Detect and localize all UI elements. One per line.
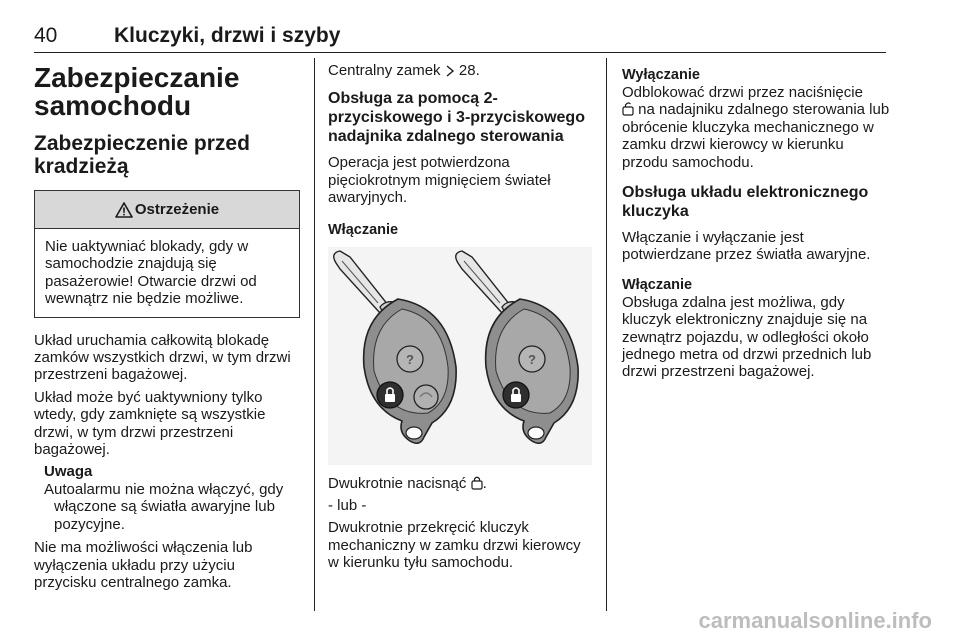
or-separator: - lub - — [328, 497, 367, 515]
paragraph: Operacja jest potwierdzona pięciokrotnym mignięciem świateł awaryjnych. — [328, 154, 551, 207]
note-line: Autoalarmu nie można włączyć, gdy — [44, 480, 284, 498]
crossref-page: 28. — [458, 62, 480, 79]
subheading: Włączanie — [622, 276, 693, 293]
remote-keys-illustration — [328, 247, 592, 465]
section-heading: Obsługa układu elektronicznego kluczyka — [622, 184, 869, 221]
instruction-text: Dwukrotnie nacisnąć — [328, 474, 467, 492]
paragraph-text: Odblokować drzwi przez naciśnięcie — [622, 84, 863, 101]
instruction-suffix: . — [482, 474, 487, 492]
svg-text:?: ? — [406, 351, 414, 367]
unlock-button-icon — [622, 101, 634, 116]
column-divider-2 — [606, 58, 607, 611]
subheading: Włączanie — [328, 221, 399, 238]
key-fob-left — [334, 251, 456, 443]
page-reference-arrow-icon — [445, 65, 455, 77]
key-fob-right — [456, 251, 578, 443]
paragraph: Układ może być uaktywniony tylko wtedy, gdy zamknięte są wszystkie drzwi, w tym drzwi przestrzeni bagażowej. — [34, 388, 266, 459]
header-rule — [34, 52, 886, 53]
watermark: carmanualsonline.info — [698, 608, 932, 633]
page-number: 40 — [34, 24, 58, 47]
paragraph-text: na nadajniku zdalnego sterowania lub obrócenie kluczyka mechanicznego w zamku drzwi kierowcy w kierunku przodu samochodu. — [622, 101, 890, 171]
chapter-title: Kluczyki, drzwi i szyby — [114, 24, 341, 47]
svg-text:?: ? — [528, 351, 536, 367]
section-heading: Obsługa za pomocą 2-przyciskowego i 3-przyciskowego nadajnika zdalnego sterowania — [328, 90, 585, 146]
column-2 — [328, 62, 592, 577]
note-line: włączone są światła awaryjne lub — [54, 498, 275, 516]
paragraph: Dwukrotnie przekręcić kluczyk mechaniczny w zamku drzwi kierowcy w kierunku tyłu samochodu. — [328, 519, 581, 572]
paragraph: Układ uruchamia całkowitą blokadę zamków wszystkich drzwi, w tym drzwi przestrzeni bagażowej. — [34, 331, 291, 384]
column-3 — [622, 62, 890, 386]
warning-box — [34, 190, 300, 318]
section-subtitle: Zabezpieczenie przed kradzieżą — [34, 132, 250, 178]
note-text — [44, 481, 300, 533]
paragraph: Włączanie i wyłączanie jest potwierdzane przez światła awaryjne. — [622, 229, 871, 264]
section-title: Zabezpieczanie samochodu — [34, 62, 240, 121]
note-line: pozycyjne. — [54, 515, 125, 533]
subheading: Wyłączanie — [622, 67, 700, 83]
crossref-text: Centralny zamek — [328, 62, 441, 79]
note-label: Uwaga — [44, 463, 93, 481]
note-box — [34, 463, 300, 533]
instruction-line — [328, 475, 592, 492]
paragraph: Obsługa zdalna jest możliwa, gdy kluczyk elektroniczny znajduje się na zewnątrz pojazdu, w odległości około jednego metra od drzwi przednich lub drzwi przestrzeni bagażowej. — [622, 293, 872, 381]
column-divider-1 — [314, 58, 315, 611]
column-1 — [34, 62, 300, 596]
lock-button-icon — [471, 475, 483, 490]
warning-triangle-icon — [115, 202, 133, 218]
paragraph: Nie ma możliwości włączenia lub wyłączenia układu przy użyciu przycisku centralnego zamka. — [34, 539, 253, 591]
warning-text: Nie uaktywniać blokady, gdy w samochodzie znajdują się pasażerowie! Otwarcie drzwi od wewnątrz nie będzie możliwe. — [45, 238, 257, 308]
paragraph — [622, 84, 890, 171]
warning-header — [35, 191, 299, 229]
warning-label: Ostrzeżenie — [134, 201, 220, 218]
remote-keys-image — [328, 247, 592, 465]
page-header — [34, 24, 886, 54]
crossref-line — [328, 62, 592, 79]
